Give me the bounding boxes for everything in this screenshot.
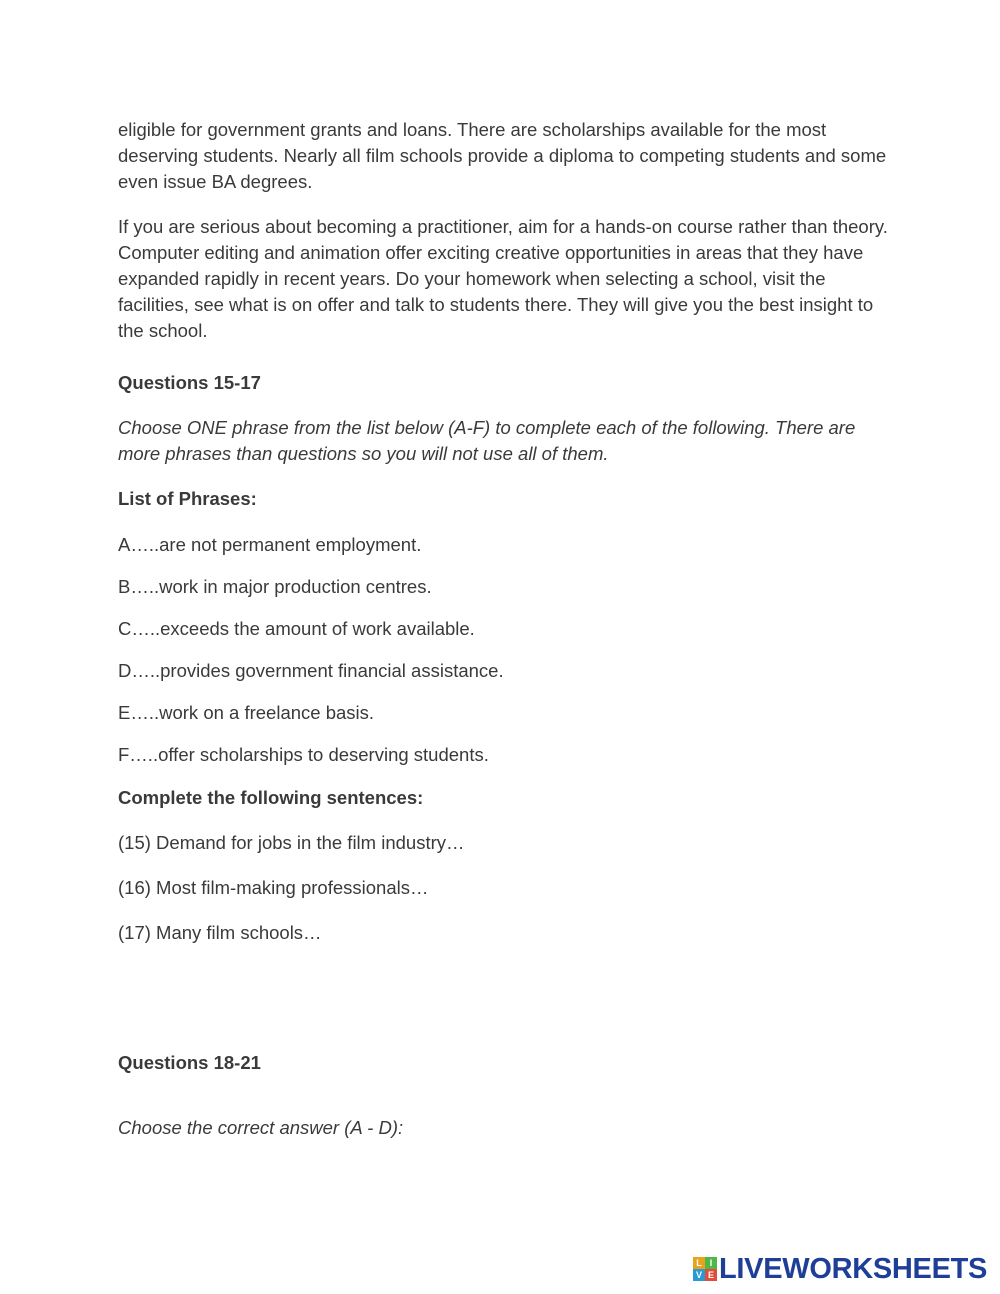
sentence-item: (16) Most film-making professionals…	[118, 877, 429, 898]
logo-icon-letter: E	[705, 1269, 717, 1281]
phrase-item: C…..exceeds the amount of work available.	[118, 618, 475, 639]
logo-icon	[693, 1257, 717, 1281]
paragraph-2: If you are serious about becoming a practitioner, aim for a hands-on course rather than theory. Computer editing and animation offer exciting creative opportunities in areas that they have expanded rapidly in recent years. Do your homework when selecting a school, visit the facilities, see what is on offer and talk to students there. They will give you the best insight to the school.	[118, 216, 888, 341]
phrase-item: E…..work on a freelance basis.	[118, 702, 375, 723]
liveworksheets-logo	[693, 1254, 987, 1284]
list-heading: List of Phrases:	[118, 488, 257, 509]
paragraph-1: eligible for government grants and loans. There are scholarships available for the most deserving students. Nearly all film schools provide a diploma to competing students and some even issue BA degrees.	[118, 119, 887, 192]
phrase-item: F…..offer scholarships to deserving students.	[118, 744, 489, 765]
complete-heading: Complete the following sentences:	[118, 787, 424, 808]
section-heading: Questions 15-17	[118, 372, 261, 393]
instructions: Choose the correct answer (A - D):	[118, 1117, 404, 1138]
section-heading: Questions 18-21	[118, 1052, 261, 1073]
logo-icon-letter: V	[693, 1269, 705, 1281]
instructions: Choose ONE phrase from the list below (A-F) to complete each of the following. There are more phrases than questions so you will not use all of them.	[118, 417, 856, 464]
logo-icon-letter: I	[705, 1257, 717, 1269]
phrase-item: D…..provides government financial assistance.	[118, 660, 504, 681]
logo-text: LIVEWORKSHEETS	[719, 1253, 988, 1285]
logo-icon-letter: L	[693, 1257, 705, 1269]
sentence-item: (17) Many film schools…	[118, 922, 322, 943]
sentence-item: (15) Demand for jobs in the film industry…	[118, 832, 465, 853]
phrase-item: A…..are not permanent employment.	[118, 534, 422, 555]
phrase-item: B…..work in major production centres.	[118, 576, 432, 597]
